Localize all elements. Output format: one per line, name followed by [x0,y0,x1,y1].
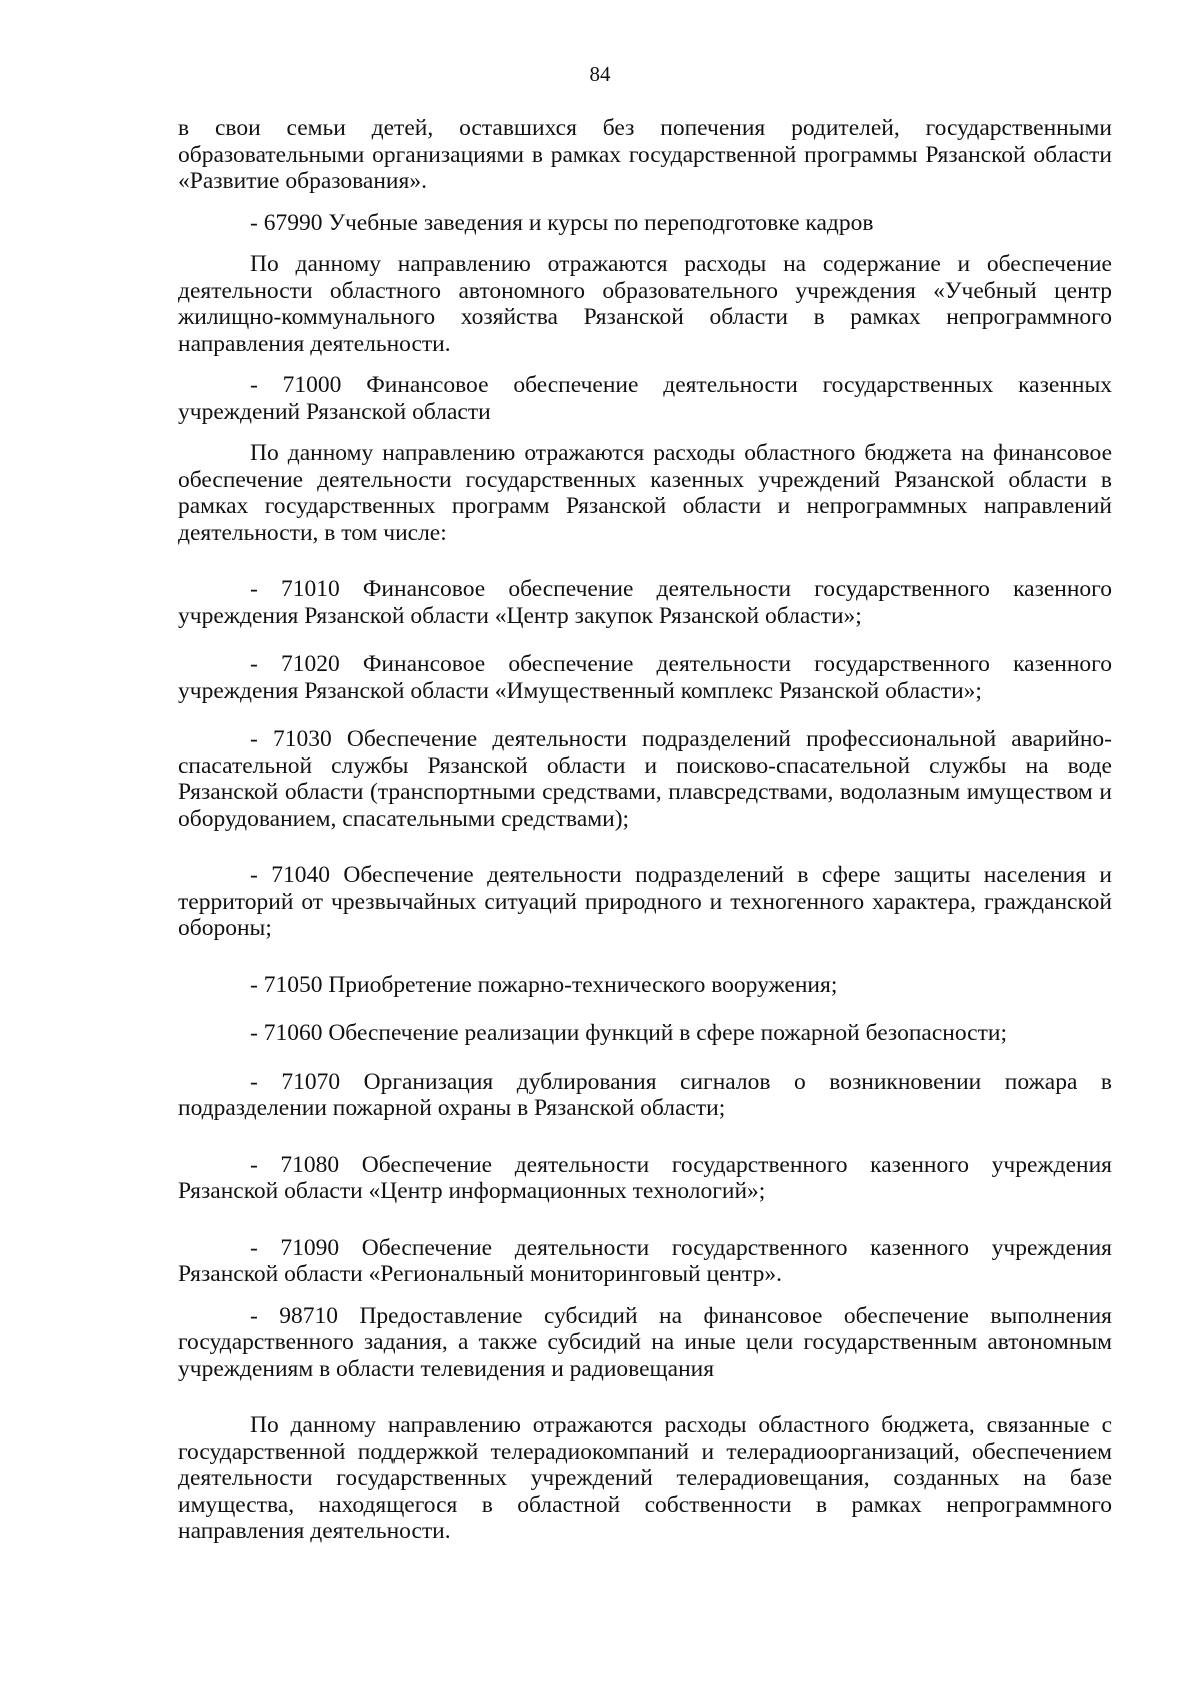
list-item-71020: - 71020 Финансовое обеспечение деятельности государственного казенного учреждения Рязанской области «Имущественный комплекс Рязанской области»; [178,651,1112,704]
page-number: 84 [589,62,611,86]
list-item-71030: - 71030 Обеспечение деятельности подразделений профессиональной аварийно-спасательной службы Рязанской области и поисково-спасательной службы на воде Рязанской области (транспортными средствами, плавсредствами, водолазным имуществом и оборудованием, спасательными средствами); [178,726,1112,832]
document-body [178,115,1112,1545]
paragraph-71000-description: По данному направлению отражаются расходы областного бюджета на финансовое обеспечение деятельности государственных казенных учреждений Рязанской области в рамках государственных программ Рязанской области и непрограммных направлений деятельности, в том числе: [178,440,1112,546]
list-item-71070: - 71070 Организация дублирования сигналов о возникновении пожара в подразделении пожарной охраны в Рязанской области; [178,1068,1112,1121]
list-item-71080: - 71080 Обеспечение деятельности государственного казенного учреждения Рязанской области «Центр информационных технологий»; [178,1151,1112,1204]
paragraph-98710-description: По данному направлению отражаются расходы областного бюджета, связанные с государственной поддержкой телерадиокомпаний и телерадиоорганизаций, обеспечением деятельности государственных учреждений телерадиовещания, созданных на базе имущества, находящегося в областной собственности в рамках непрограммного направления деятельности. [178,1412,1112,1544]
paragraph-98710-heading: - 98710 Предоставление субсидий на финансовое обеспечение выполнения государственного задания, а также субсидий на иные цели государственным автономным учреждениям в области телевидения и радиовещания [178,1302,1112,1382]
list-item-71050: - 71050 Приобретение пожарно-технического вооружения; [250,971,838,998]
list-item-71090: - 71090 Обеспечение деятельности государственного казенного учреждения Рязанской области «Региональный мониторинговый центр». [178,1234,1112,1287]
paragraph-67990-heading: - 67990 Учебные заведения и курсы по переподготовке кадров [250,209,874,236]
paragraph-71000-heading: - 71000 Финансовое обеспечение деятельности государственных казенных учреждений Рязанской области [178,372,1112,425]
list-item-71010: - 71010 Финансовое обеспечение деятельности государственного казенного учреждения Рязанской области «Центр закупок Рязанской области»; [178,576,1112,629]
paragraph-continuation: в свои семьи детей, оставшихся без попечения родителей, государственными образовательными организациями в рамках государственной программы Рязанской области «Развитие образования». [178,115,1112,194]
list-item-71060: - 71060 Обеспечение реализации функций в сфере пожарной безопасности; [250,1020,1007,1046]
paragraph-67990-description: По данному направлению отражаются расходы на содержание и обеспечение деятельности областного автономного образовательного учреждения «Учебный центр жилищно-коммунального хозяйства Рязанской области в рамках непрограммного направления деятельности. [178,251,1112,357]
list-item-71040: - 71040 Обеспечение деятельности подразделений в сфере защиты населения и территорий от чрезвычайных ситуаций природного и техногенного характера, гражданской обороны; [178,862,1112,941]
